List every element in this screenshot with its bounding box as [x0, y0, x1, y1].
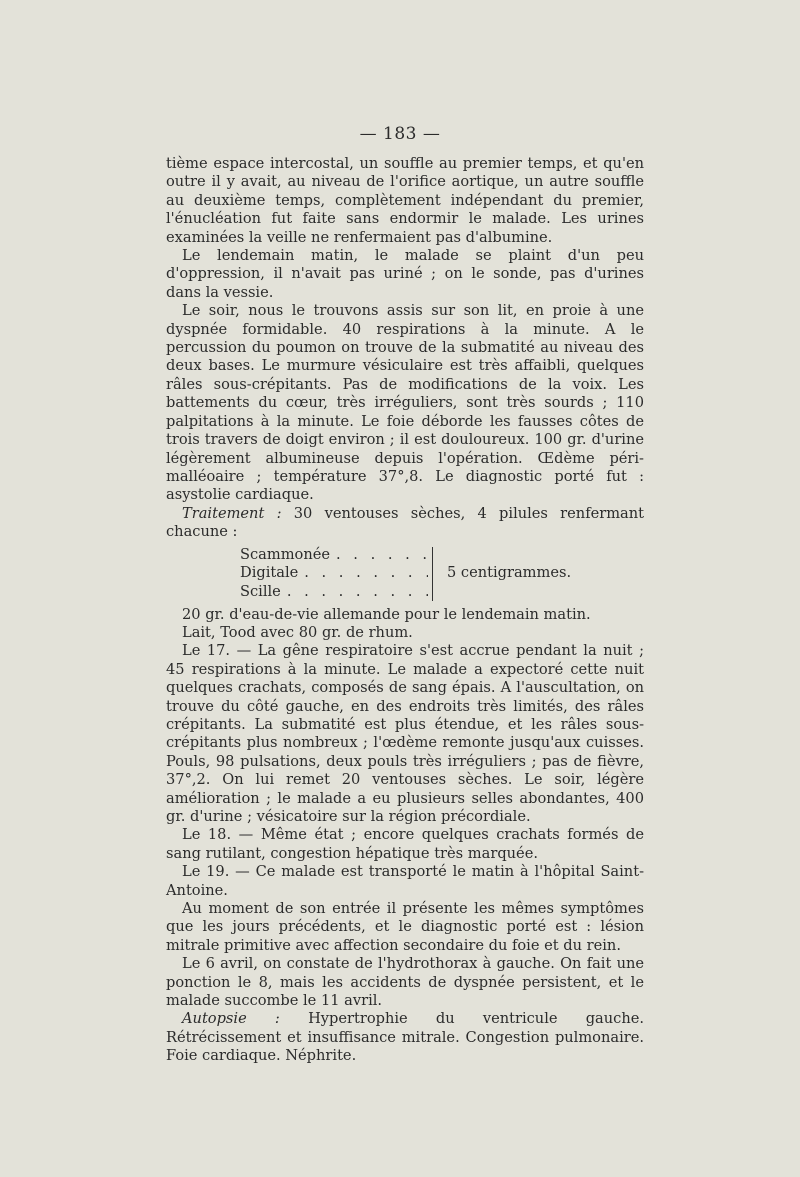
paragraph: Le 19. — Ce malade est transporté le matin à l'hôpital Saint-Antoine.: [166, 863, 644, 899]
paragraph: Le 18. — Même état ; encore quelques crachats formés de sang rutilant, congestion hépatique très marquée.: [166, 826, 644, 862]
dose: 5 centigrammes.: [447, 564, 572, 582]
brace: [432, 547, 439, 601]
paragraph: tième espace intercostal, un souffle au premier temps, et qu'en outre il y avait, au niveau de l'orifice aortique, un autre souffle au deuxième temps, complètement indépendant du premier, l'énucléation fut faite sans endormir le malade. Les urines examinées la veille ne renfermaient pas d'albumine.: [166, 155, 644, 246]
treatment-label: Traitement :: [182, 504, 282, 522]
paragraph: 20 gr. d'eau-de-vie allemande pour le lendemain matin.: [182, 605, 591, 623]
drug-name: Digitale: [240, 564, 299, 582]
autopsy-text: Hypertrophie du ventricule gauche. Rétrécissement et insuffisance mitrale. Congestion pulmonaire. Foie cardiaque. Néphrite.: [166, 1010, 645, 1065]
drug-item: [240, 583, 428, 601]
body-text: [166, 155, 644, 1066]
drug-name: Scammonée: [240, 545, 331, 563]
prescription-list: [240, 545, 644, 603]
autopsy-label: Autopsie :: [182, 1010, 280, 1028]
paragraph: Lait, Tood avec 80 gr. de rhum.: [182, 623, 413, 641]
paragraph: Le lendemain matin, le malade se plaint d'un peu d'oppression, il n'avait pas uriné ; on le sonde, pas d'urines dans la vessie.: [166, 247, 644, 301]
drug-item: [240, 546, 428, 564]
paragraph: Le 6 avril, on constate de l'hydrothorax à gauche. On fait une ponction le 8, mais les accidents de dyspnée persistent, et le malade succombe le 11 avril.: [166, 955, 644, 1010]
drug-name: Scille: [240, 582, 281, 600]
leader-dots: [298, 564, 428, 582]
treatment-paragraph: [166, 505, 644, 542]
treatment-text: 30 ventouses sèches, 4 pilules renfermant chacune :: [166, 504, 645, 541]
leader-dots: [330, 546, 428, 564]
paragraph: Le soir, nous le trouvons assis sur son lit, en proie à une dyspnée formidable. 40 respirations à la minute. A le percussion du poumon on trouve de la submatité au niveau des deux bases. Le murmure vésiculaire est très affaibli, quelques râles sous-crépitants. Pas de modifications de la voix. Les battements du cœur, très irréguliers, sont très sourds ; 110 palpitations à la minute. Le foie déborde les fausses côtes de trois travers de doigt environ ; il est douloureux. 100 gr. d'urine légèrement albumineuse depuis l'opération. Œdème péri-malléoaire ; température 37°,8. Le diagnostic porté fut : asystolie cardiaque.: [166, 302, 644, 504]
paragraph: Au moment de son entrée il présente les mêmes symptômes que les jours précédents, et le diagnostic porté est : lésion mitrale primitive avec affection secondaire du foie et du rein.: [166, 900, 644, 954]
leader-dots: [281, 583, 428, 601]
page-number: — 183 —: [359, 124, 441, 144]
drug-list: [240, 546, 428, 601]
autopsy-paragraph: [166, 1010, 644, 1065]
paragraph: Le 17. — La gêne respiratoire s'est accrue pendant la nuit ; 45 respirations à la minute. Le malade a expectoré cette nuit quelques crachats, composés de sang épais. A l'auscultation, on trouve du côté gauche, en des endroits très limités, des râles crépitants. La submatité est plus étendue, et les râles sous-crépitants plus nombreux ; l'œdème remonte jusqu'aux cuisses. Pouls, 98 pulsations, deux pouls très irréguliers ; pas de fièvre, 37°,2. On lui remet 20 ventouses sèches. Le soir, légère amélioration ; le malade a eu plusieurs selles abondantes, 400 gr. d'urine ; vésicatoire sur la région précordiale.: [166, 642, 644, 825]
drug-item: [240, 564, 428, 582]
